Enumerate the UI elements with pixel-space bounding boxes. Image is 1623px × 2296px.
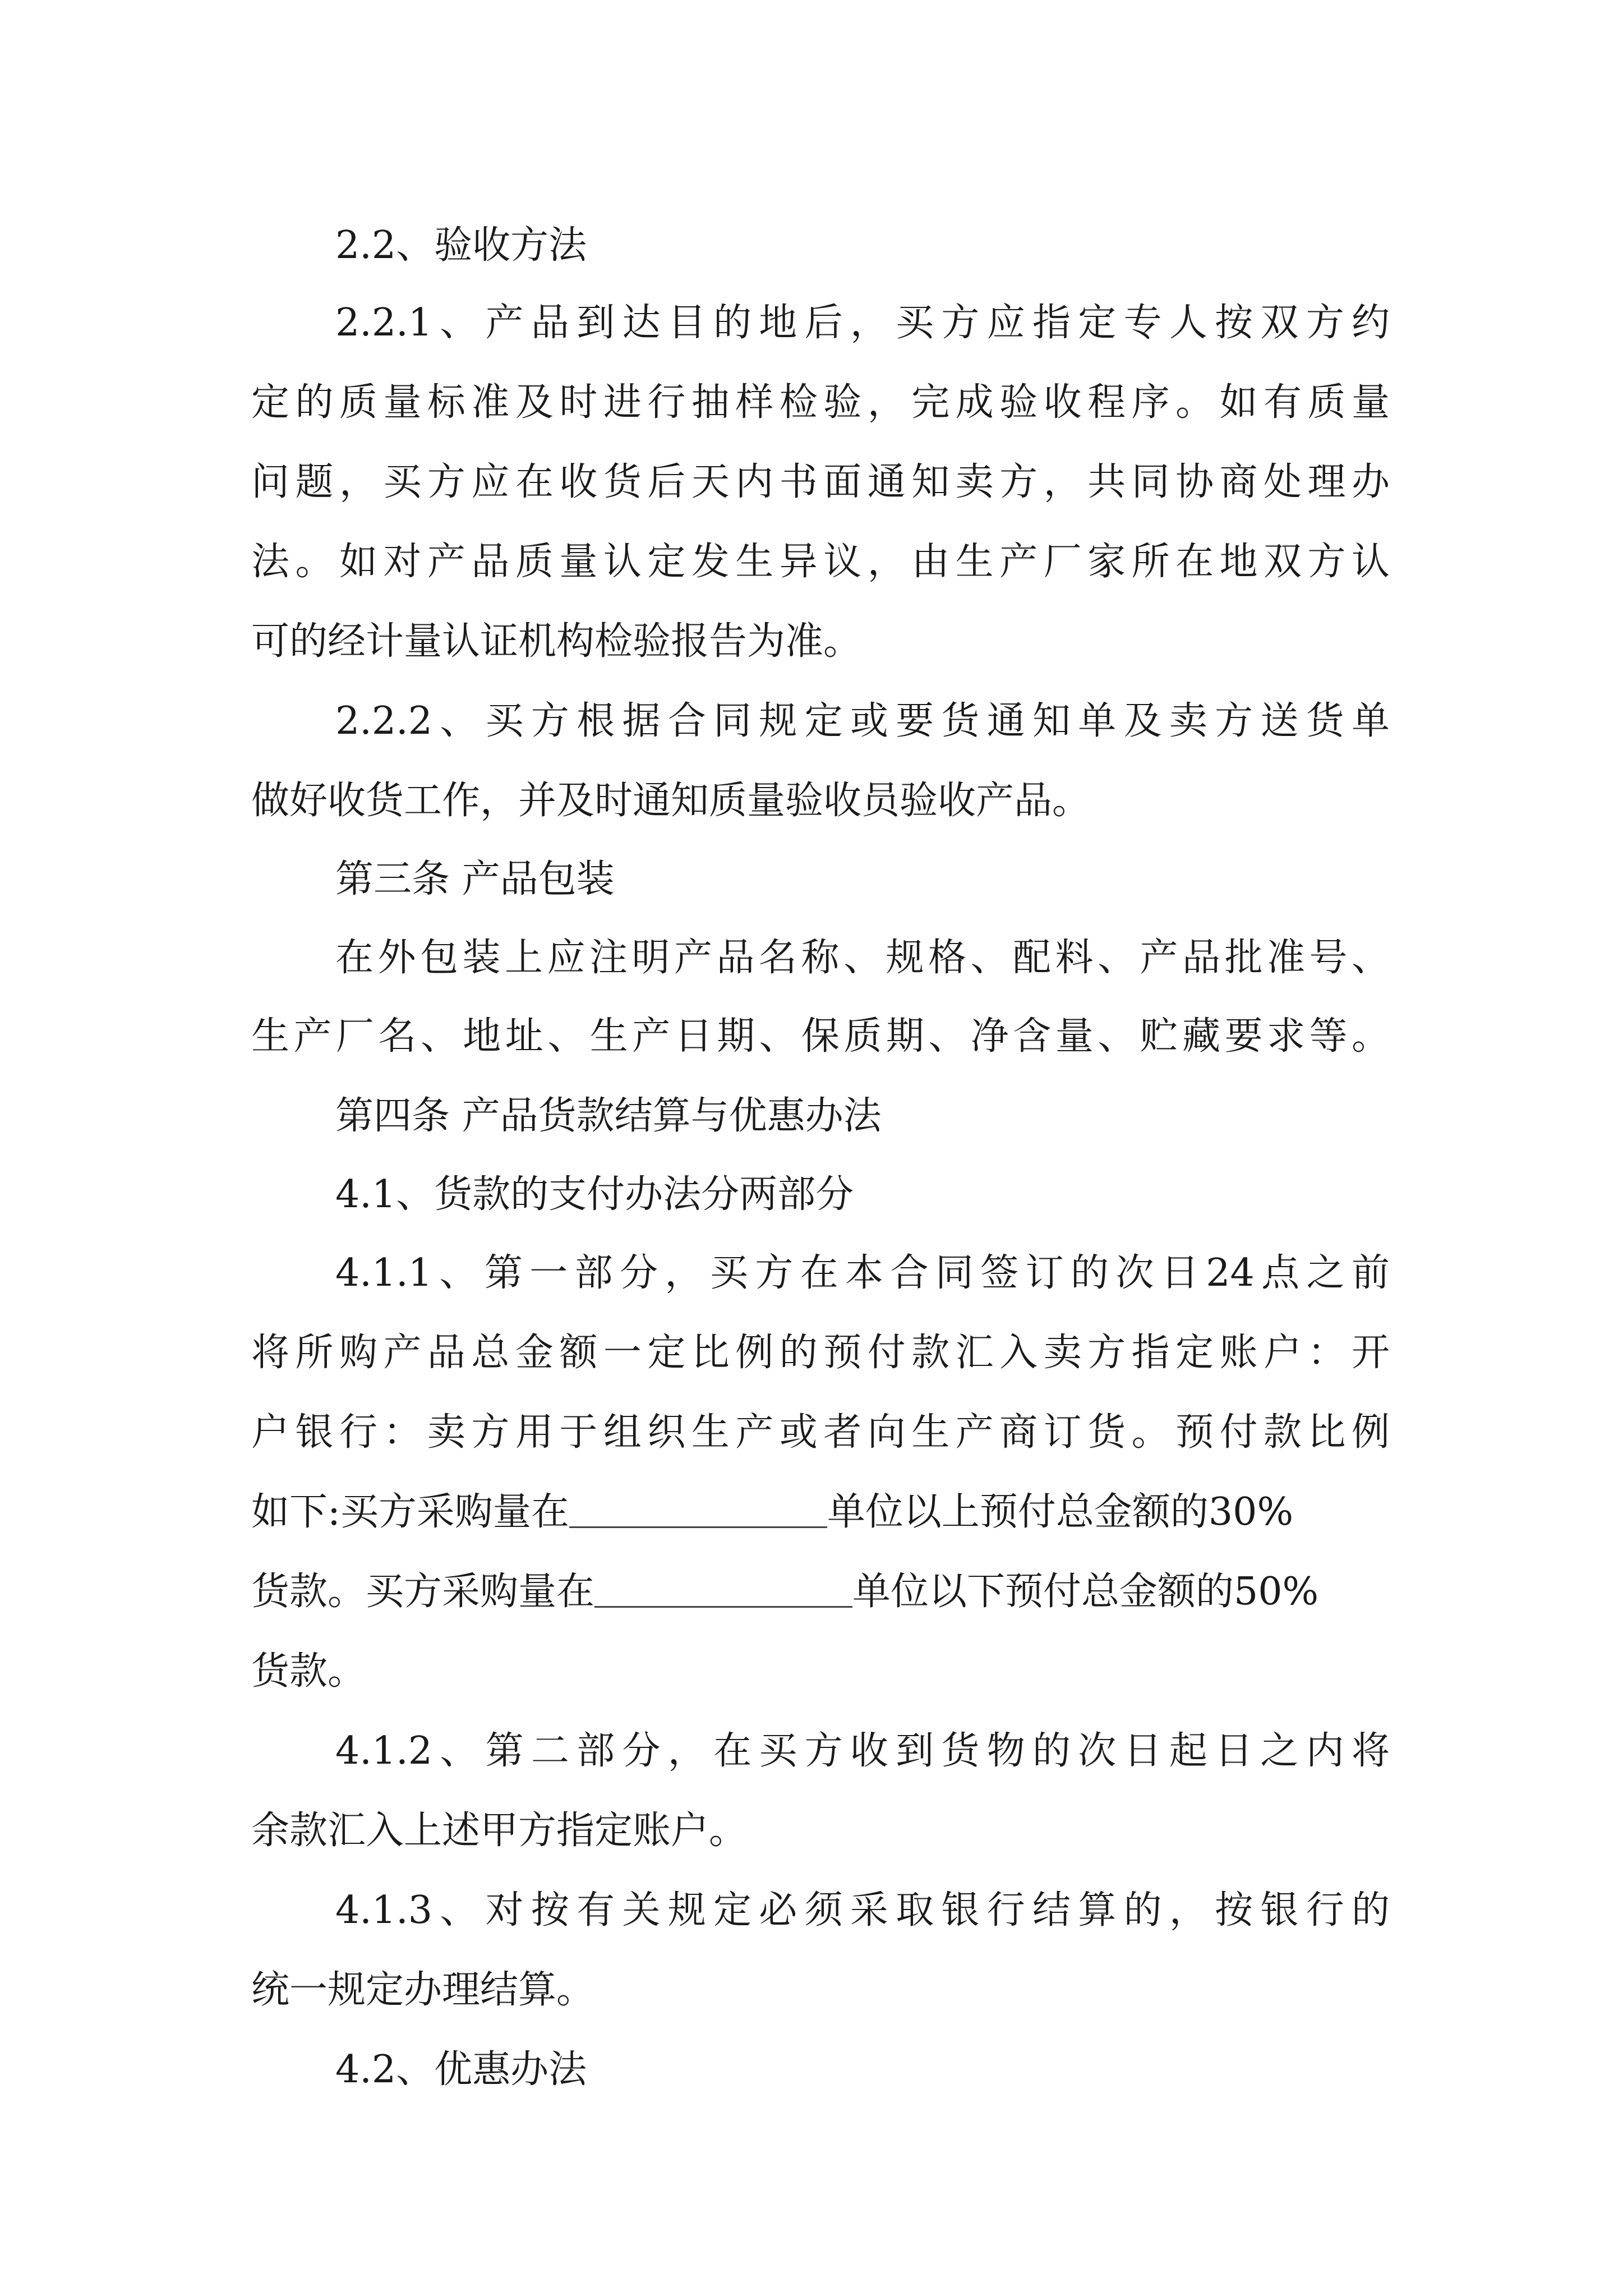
fill-in-blank[interactable] (569, 1487, 827, 1528)
paragraph-line: 2.2.1、产品到达目的地后，买方应指定专人按双方约 (335, 301, 1390, 345)
paragraph-line: 余款汇入上述甲方指定账户。 (251, 1809, 748, 1853)
paragraph-line-with-blank (251, 1565, 1318, 1619)
section-heading-3: 第三条 产品包装 (335, 857, 615, 901)
paragraph-line: 法。如对产品质量认定发生异议，由生产厂家所在地双方认 (251, 540, 1390, 584)
paragraph-line-with-blank (251, 1485, 1293, 1539)
line-text-end: 单位以下预付总金额的50% (852, 1570, 1319, 1614)
paragraph-line: 将所购产品总金额一定比例的预付款汇入卖方指定账户：开 (251, 1331, 1390, 1375)
paragraph-line: 统一规定办理结算。 (251, 1968, 595, 2012)
paragraph-line: 问题，买方应在收货后天内书面通知卖方，共同协商处理办 (251, 460, 1390, 504)
paragraph-line: 4.1.2、第二部分，在买方收到货物的次日起日之内将 (335, 1729, 1390, 1773)
paragraph-line: 定的质量标准及时进行抽样检验，完成验收程序。如有质量 (251, 380, 1390, 425)
paragraph-line: 4.1.3、对按有关规定必须采取银行结算的，按银行的 (335, 1888, 1390, 1932)
subheading-4-2: 4.2、优惠办法 (335, 2047, 587, 2092)
fill-in-blank[interactable] (594, 1567, 852, 1608)
paragraph-line: 做好收货工作，并及时通知质量验收员验收产品。 (251, 779, 1091, 823)
subheading-4-1: 4.1、货款的支付办法分两部分 (335, 1172, 854, 1217)
paragraph-line: 货款。 (251, 1649, 366, 1694)
paragraph-line: 2.2.2、买方根据合同规定或要货通知单及卖方送货单 (335, 699, 1390, 743)
paragraph-line: 户银行：卖方用于组织生产或者向生产商订货。预付款比例 (251, 1410, 1390, 1455)
paragraph-line: 4.1.1、第一部分，买方在本合同签订的次日24点之前 (335, 1251, 1390, 1295)
paragraph-line: 在外包装上应注明产品名称、规格、配料、产品批准号、 (335, 936, 1390, 980)
line-text-end: 单位以上预付总金额的30% (827, 1490, 1294, 1534)
line-text-start: 货款。买方采购量在 (251, 1570, 595, 1614)
paragraph-line: 生产厂名、地址、生产日期、保质期、净含量、贮藏要求等。 (251, 1014, 1390, 1059)
paragraph-line: 可的经计量认证机构检验报告为准。 (251, 619, 862, 664)
section-heading-4: 第四条 产品货款结算与优惠办法 (335, 1094, 882, 1138)
heading-2-2: 2.2、验收方法 (335, 223, 587, 268)
line-text-start: 如下:买方采购量在 (251, 1490, 569, 1534)
